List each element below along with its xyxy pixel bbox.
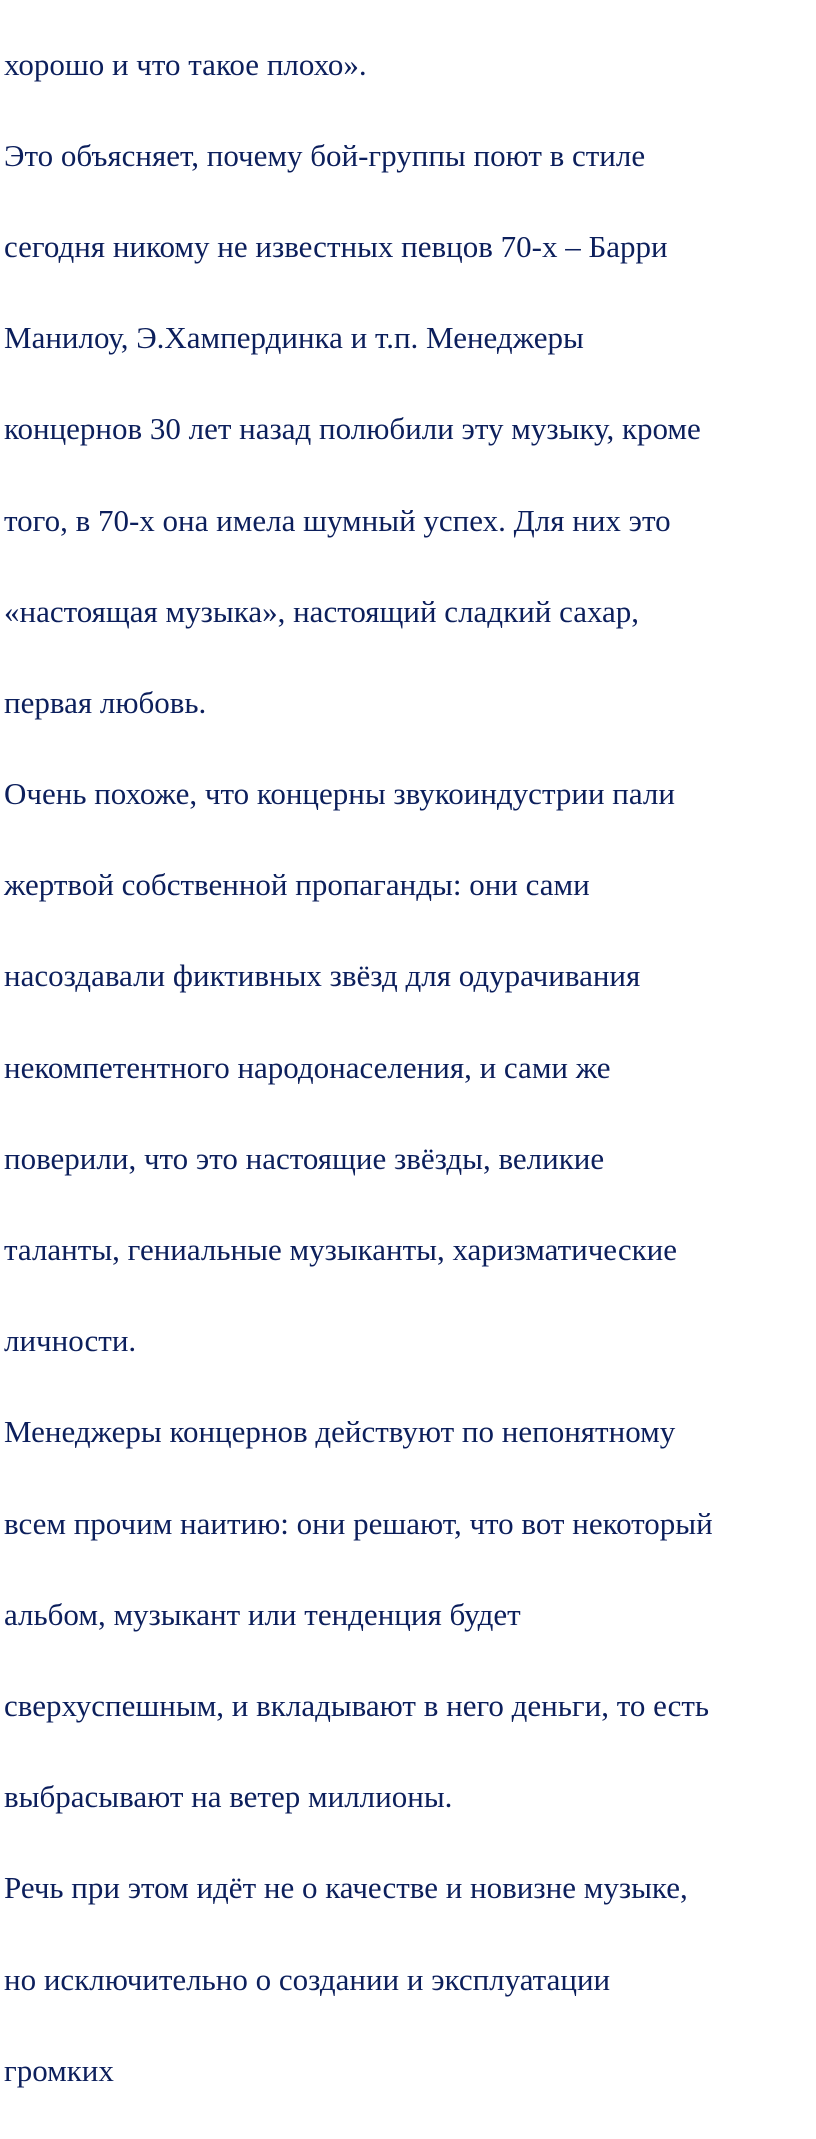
text-line: первая любовь.: [4, 684, 207, 720]
text-line: всем прочим наитию: они решают, что вот некоторый: [4, 1505, 713, 1541]
text-line: сверхуспешным, и вкладывают в него деньги, то есть: [4, 1687, 710, 1723]
text-line: насоздавали фиктивных звёзд для одурачивания: [4, 958, 641, 994]
text-line: того, в 70-х она имела шумный успех. Для них это: [4, 502, 671, 538]
text-line: некомпетентного народонаселения, и сами же: [4, 1049, 611, 1085]
text-line: поверили, что это настоящие звёзды, великие: [4, 1140, 605, 1176]
text-line: жертвой собственной пропаганды: они сами: [4, 867, 590, 903]
text-line: концернов 30 лет назад полюбили эту музыку, кроме: [4, 411, 701, 447]
text-line: таланты, гениальные музыканты, харизматические: [4, 1232, 678, 1268]
text-line: Манилоу, Э.Хампердинка и т.п. Менеджеры: [4, 320, 584, 356]
text-line: Очень похоже, что концерны звукоиндустрии пали: [4, 776, 675, 812]
text-line: но исключительно о создании и эксплуатации: [4, 1961, 611, 1997]
document-text: [4, 0, 816, 2139]
text-line: Речь при этом идёт не о качестве и новизне музыке,: [4, 1870, 688, 1906]
text-line: Это объясняет, почему бой-группы поют в стиле: [4, 137, 646, 173]
text-line: выбрасывают на ветер миллионы.: [4, 1779, 453, 1815]
text-line: альбом, музыкант или тенденция будет: [4, 1596, 521, 1632]
text-line: Менеджеры концернов действуют по непонятному: [4, 1414, 676, 1450]
text-line: громких: [4, 2052, 114, 2088]
text-line: «настоящая музыка», настоящий сладкий сахар,: [4, 593, 640, 629]
text-line: хорошо и что такое плохо».: [4, 46, 367, 82]
text-line: личности.: [4, 1323, 137, 1359]
text-line: сегодня никому не известных певцов 70-х – Барри: [4, 228, 668, 264]
